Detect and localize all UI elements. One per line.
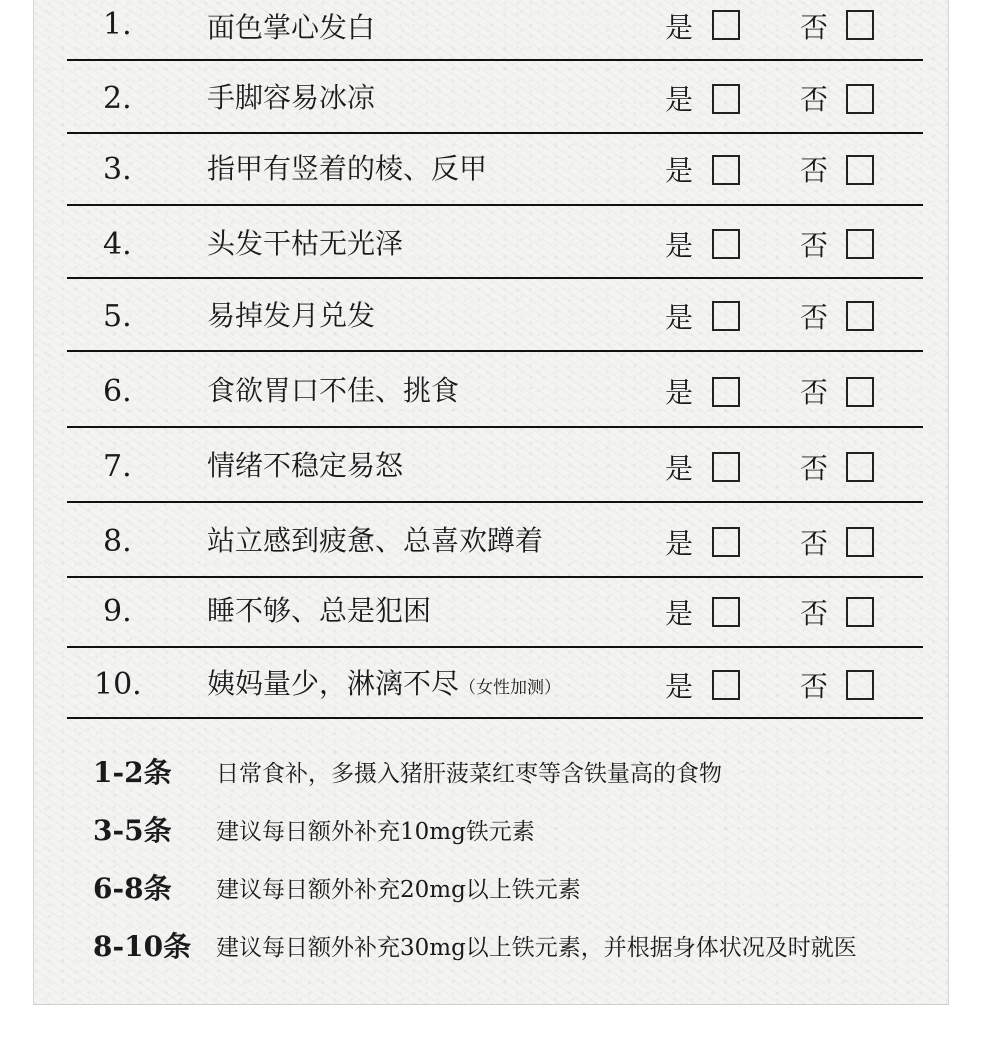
item-number: 2.: [103, 81, 132, 116]
yes-checkbox[interactable]: [712, 84, 740, 114]
item-note: （女性加测）: [459, 678, 562, 698]
yes-label: 是: [665, 670, 694, 703]
result-advice: 建议每日额外补充10mg铁元素: [216, 819, 535, 845]
no-label: 否: [800, 527, 829, 560]
item-text: 面色掌心发白: [207, 11, 376, 44]
checklist-row-9: [67, 595, 923, 647]
item-text: 睡不够、总是犯困: [207, 594, 432, 627]
yes-checkbox[interactable]: [712, 10, 740, 40]
no-checkbox[interactable]: [846, 229, 874, 259]
row-divider: [67, 59, 923, 61]
checklist-row-10: [67, 668, 923, 720]
result-row-4: [93, 931, 913, 971]
yes-label: 是: [665, 376, 694, 409]
yes-checkbox[interactable]: [712, 452, 740, 482]
no-label: 否: [800, 83, 829, 116]
yes-checkbox[interactable]: [712, 155, 740, 185]
row-divider: [67, 646, 923, 648]
no-label: 否: [800, 301, 829, 334]
no-label: 否: [800, 154, 829, 187]
no-label: 否: [800, 597, 829, 630]
item-number: 9.: [103, 594, 132, 629]
no-label: 否: [800, 376, 829, 409]
result-row-1: [93, 757, 913, 797]
result-range: 1-2条: [93, 756, 172, 789]
result-row-3: [93, 873, 913, 913]
result-advice: 日常食补，多摄入猪肝菠菜红枣等含铁量高的食物: [216, 761, 722, 787]
checklist-row-6: [67, 374, 923, 426]
row-divider: [67, 204, 923, 206]
row-divider: [67, 576, 923, 578]
item-number: 10.: [94, 667, 142, 702]
item-text: 头发干枯无光泽: [207, 227, 404, 260]
yes-label: 是: [665, 154, 694, 187]
yes-label: 是: [665, 11, 694, 44]
row-divider: [67, 350, 923, 352]
yes-label: 是: [665, 83, 694, 116]
no-checkbox[interactable]: [846, 10, 874, 40]
yes-label: 是: [665, 301, 694, 334]
item-number: 7.: [103, 449, 132, 484]
no-checkbox[interactable]: [846, 527, 874, 557]
yes-checkbox[interactable]: [712, 597, 740, 627]
item-number: 1.: [103, 7, 132, 42]
yes-checkbox[interactable]: [712, 670, 740, 700]
result-advice: 建议每日额外补充30mg以上铁元素，并根据身体状况及时就医: [216, 935, 857, 961]
no-label: 否: [800, 229, 829, 262]
no-checkbox[interactable]: [846, 377, 874, 407]
yes-label: 是: [665, 527, 694, 560]
no-checkbox[interactable]: [846, 452, 874, 482]
row-divider: [67, 717, 923, 719]
checklist-row-5: [67, 299, 923, 351]
checklist-row-7: [67, 450, 923, 502]
result-range: 8-10条: [93, 930, 192, 963]
result-range: 3-5条: [93, 814, 172, 847]
item-text: 站立感到疲惫、总喜欢蹲着: [207, 524, 544, 557]
checklist-row-4: [67, 226, 923, 278]
row-divider: [67, 426, 923, 428]
checklist-row-8: [67, 525, 923, 577]
item-number: 8.: [103, 524, 132, 559]
no-label: 否: [800, 670, 829, 703]
no-checkbox[interactable]: [846, 597, 874, 627]
yes-label: 是: [665, 229, 694, 262]
result-row-2: [93, 815, 913, 855]
checklist-row-2: [67, 80, 923, 132]
no-checkbox[interactable]: [846, 301, 874, 331]
yes-label: 是: [665, 452, 694, 485]
yes-label: 是: [665, 597, 694, 630]
checklist-row-1: [67, 8, 923, 60]
item-text: 易掉发月兑发: [207, 299, 376, 332]
result-range: 6-8条: [93, 872, 172, 905]
yes-checkbox[interactable]: [712, 301, 740, 331]
item-number: 4.: [103, 227, 132, 262]
item-number: 6.: [103, 374, 132, 409]
yes-checkbox[interactable]: [712, 229, 740, 259]
item-text: 姨妈量少，淋漓不尽: [207, 667, 460, 700]
no-label: 否: [800, 11, 829, 44]
item-number: 3.: [103, 152, 132, 187]
row-divider: [67, 277, 923, 279]
row-divider: [67, 501, 923, 503]
item-text: 食欲胃口不佳、挑食: [207, 374, 460, 407]
no-label: 否: [800, 452, 829, 485]
yes-checkbox[interactable]: [712, 377, 740, 407]
yes-checkbox[interactable]: [712, 527, 740, 557]
no-checkbox[interactable]: [846, 155, 874, 185]
no-checkbox[interactable]: [846, 84, 874, 114]
checklist-row-3: [67, 153, 923, 205]
no-checkbox[interactable]: [846, 670, 874, 700]
item-number: 5.: [103, 299, 132, 334]
item-text: 手脚容易冰凉: [207, 81, 376, 114]
row-divider: [67, 132, 923, 134]
item-text-with-note: [207, 667, 562, 700]
item-text: 指甲有竖着的棱、反甲: [207, 152, 488, 185]
result-advice: 建议每日额外补充20mg以上铁元素: [216, 877, 581, 903]
item-text: 情绪不稳定易怒: [207, 449, 404, 482]
